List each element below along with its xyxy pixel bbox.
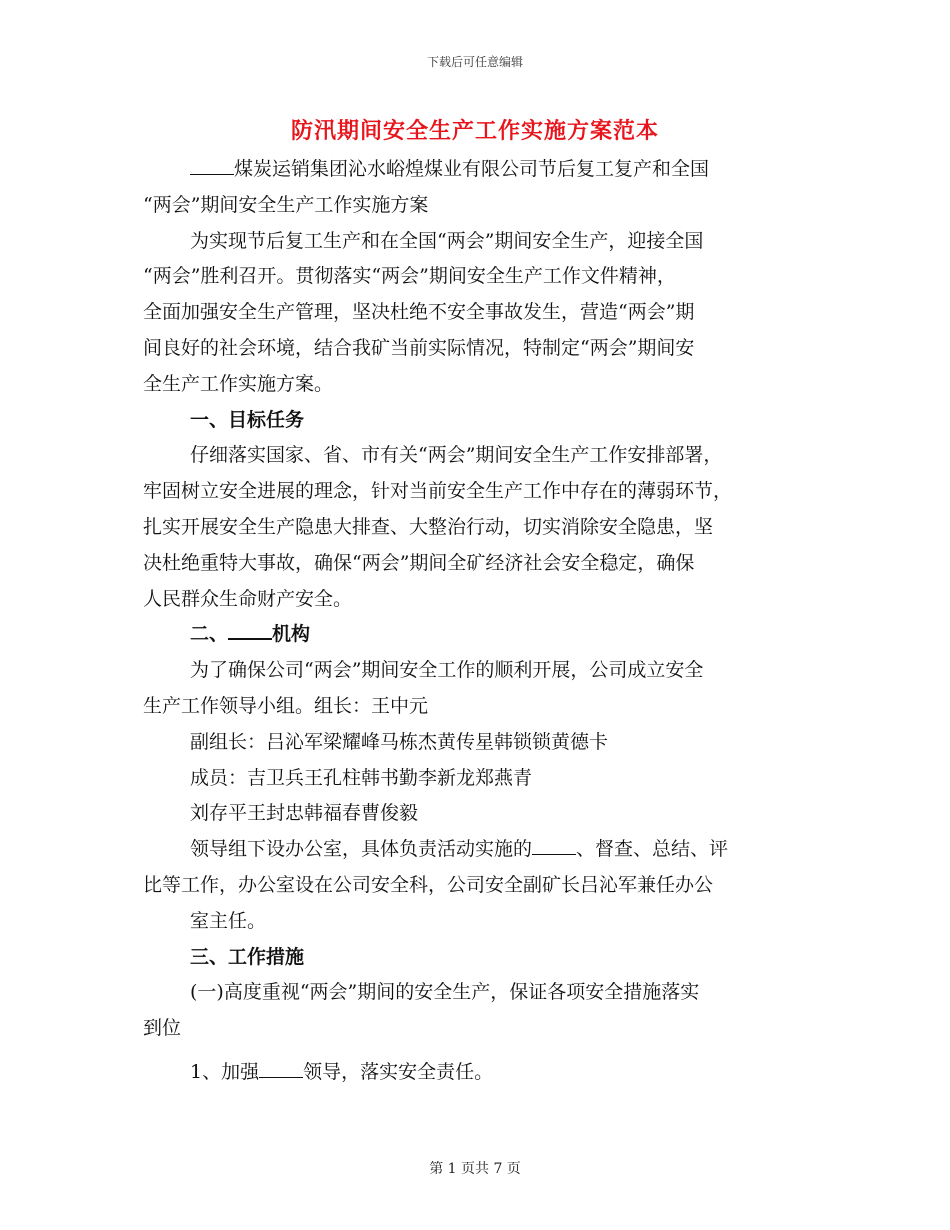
- paragraph-line: 仔细落实国家、省、市有关“两会”期间安全生产工作安排部署，: [190, 444, 723, 467]
- paragraph-line: (一)高度重视“两会”期间的安全生产，保证各项安全措施落实: [190, 981, 700, 1004]
- paragraph-line: 领导组下设办公室，具体负责活动实施的 、督查、总结、评: [190, 838, 729, 861]
- paragraph-line: 到位: [143, 1017, 182, 1040]
- header-note: 下载后可任意编辑: [426, 55, 523, 69]
- page-footer: 第 1 页共 7 页: [429, 1161, 521, 1177]
- paragraph-line: 扎实开展安全生产隐患大排查、大整治行动，切实消除安全隐患，坚: [143, 515, 714, 538]
- paragraph-line: 副组长：吕沁军梁耀峰马栋杰黄传星韩锁锁黄德卡: [190, 730, 609, 753]
- paragraph-line: 全面加强安全生产管理，坚决杜绝不安全事故发生，营造“两会”期: [143, 301, 695, 324]
- blank-underline: [532, 836, 576, 855]
- paragraph-line: 人民群众生命财产安全。: [143, 587, 353, 610]
- blank-underline: [228, 620, 272, 640]
- paragraph-line: 生产工作领导小组。组长：王中元: [143, 694, 429, 717]
- paragraph-line: 比等工作，办公室设在公司安全科，公司安全副矿长吕沁军兼任办公: [143, 873, 714, 896]
- paragraph-line: 为实现节后复工生产和在全国“两会”期间安全生产，迎接全国: [190, 229, 704, 252]
- section-heading: 三、工作措施: [190, 945, 305, 968]
- paragraph-line: 决杜绝重特大事故，确保“两会”期间全矿经济社会安全稳定，确保: [143, 551, 695, 574]
- section-heading: 一、目标任务: [190, 408, 305, 431]
- blank-underline: [190, 156, 234, 175]
- paragraph-line: 牢固树立安全进展的理念，针对当前安全生产工作中存在的薄弱环节，: [143, 480, 733, 503]
- paragraph-line: 室主任。: [190, 909, 267, 932]
- paragraph-line: “两会”期间安全生产工作实施方案: [143, 193, 429, 216]
- paragraph-line: 为了确保公司“两会”期间安全工作的顺利开展，公司成立安全: [190, 659, 704, 682]
- document-title: 防汛期间安全生产工作实施方案范本: [290, 118, 659, 144]
- paragraph-line: 间良好的社会环境，结合我矿当前实际情况，特制定“两会”期间安: [143, 336, 695, 359]
- paragraph-line: 1、加强 领导，落实安全责任。: [190, 1060, 494, 1083]
- section-heading: 二、 机构: [143, 617, 803, 653]
- document-body: [143, 152, 803, 1091]
- paragraph-line: “两会”胜利召开。贯彻落实“两会”期间安全生产工作文件精神，: [143, 265, 676, 288]
- paragraph-line: 煤炭运销集团沁水峪煌煤业有限公司节后复工复产和全国: [143, 152, 803, 188]
- paragraph-line: 刘存平王封忠韩福春曹俊毅: [190, 802, 419, 825]
- paragraph-line: 成员：吉卫兵王孔柱韩书勤李新龙郑燕青: [190, 766, 533, 789]
- paragraph-line: 全生产工作实施方案。: [143, 372, 334, 395]
- blank-underline: [259, 1059, 303, 1078]
